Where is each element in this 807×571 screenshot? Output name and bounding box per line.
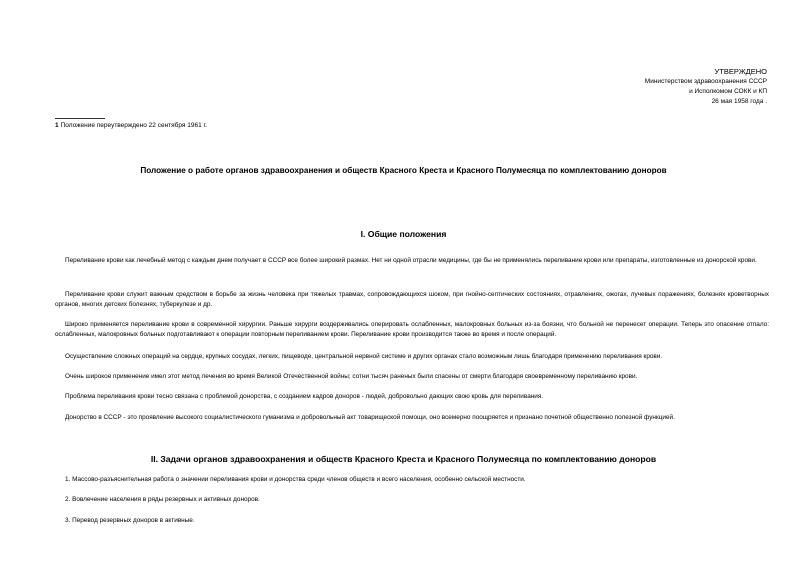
section-1-paragraph-6: Проблема переливания крови тесно связана с проблемой донорства, с созданием кадров доноров - людей, добровольно дающих свою кровь для переливания. [65, 393, 544, 400]
approval-executive: и Исполкомом СОКК и КП [689, 88, 767, 95]
approval-stamp [645, 67, 767, 107]
section-1-paragraph-4: Осуществление сложных операций на сердце, крупных сосудах, легких, пищеводе, центральной нервной системе и других органах стало возможным лишь благодаря применению переливания крови. [65, 353, 663, 360]
section-1-paragraph-5: Очень широкое применение имел этот метод лечения во время Великой Отечественной войны; сотни тысяч раненых были спасены от смерти благодаря своевременному переливанию крови. [65, 373, 638, 380]
footnote-text: Положение переутверждено 22 сентября 1961 г. [60, 122, 207, 129]
section-2-item-3: 3. Перевод резервных доноров в активные. [65, 517, 195, 524]
footnote-mark: 1 [55, 122, 59, 129]
section-1-heading: I. Общие положения [360, 229, 447, 239]
section-1-paragraph-7: Донорство в СССР - это проявление высокого социалистического гуманизма и добровольный акт товарищеской помощи, оно всемерно поощряется и признано почетной общественно полезной функцией. [65, 414, 675, 421]
footnote-divider [55, 118, 105, 119]
approval-heading: УТВЕРЖДЕНО [714, 67, 767, 76]
section-1-paragraph-3: Широко применяется переливание крови в современной хирургии. Раньше хирурги воздерживались оперировать ослабленных, малокровных больных из-за боязни, что больной не перенесет операции. Теперь это опасение отпало: ослабленных, малокровных больных подготавливают к операции повторным переливанием крови. Переливание крови производится также во время и после операций. [55, 321, 769, 338]
section-2-item-2: 2. Вовлечение населения в ряды резервных и активных доноров. [65, 496, 260, 503]
approval-ministry: Министерством здравоохранения СССР [644, 78, 767, 85]
section-1-paragraph-1: Переливание крови как лечебный метод с каждым днем получает в СССР все более широкий размах. Нет ни одной отрасли медицины, где бы не применялись переливание крови или препараты, изготовленные из донорской крови. [65, 257, 757, 264]
document-title: Положение о работе органов здравоохранения и обществ Красного Креста и Красного Полумесяца по комплектованию доноров [140, 166, 667, 175]
section-2-item-1: 1. Массово-разъяснительная работа о значении переливания крови и донорства среди членов обществ и всего населения, особенно сельской местности. [65, 476, 526, 483]
approval-date: 26 мая 1958 года . [711, 98, 767, 105]
footnote [55, 122, 207, 129]
section-1-paragraph-2: Переливание крови служит важным средством в борьбе за жизнь человека при тяжелых травмах, сопровождающихся шоком, при гнойно-септических состояниях, отравлениях, ожогах, лучевых поражениях, болезнях кроветворных органов, многих детских болезнях, туберкулезе и др. [55, 291, 769, 308]
section-2-heading: II. Задачи органов здравоохранения и обществ Красного Креста и Красного Полумесяца по комплектованию доноров [150, 454, 657, 464]
